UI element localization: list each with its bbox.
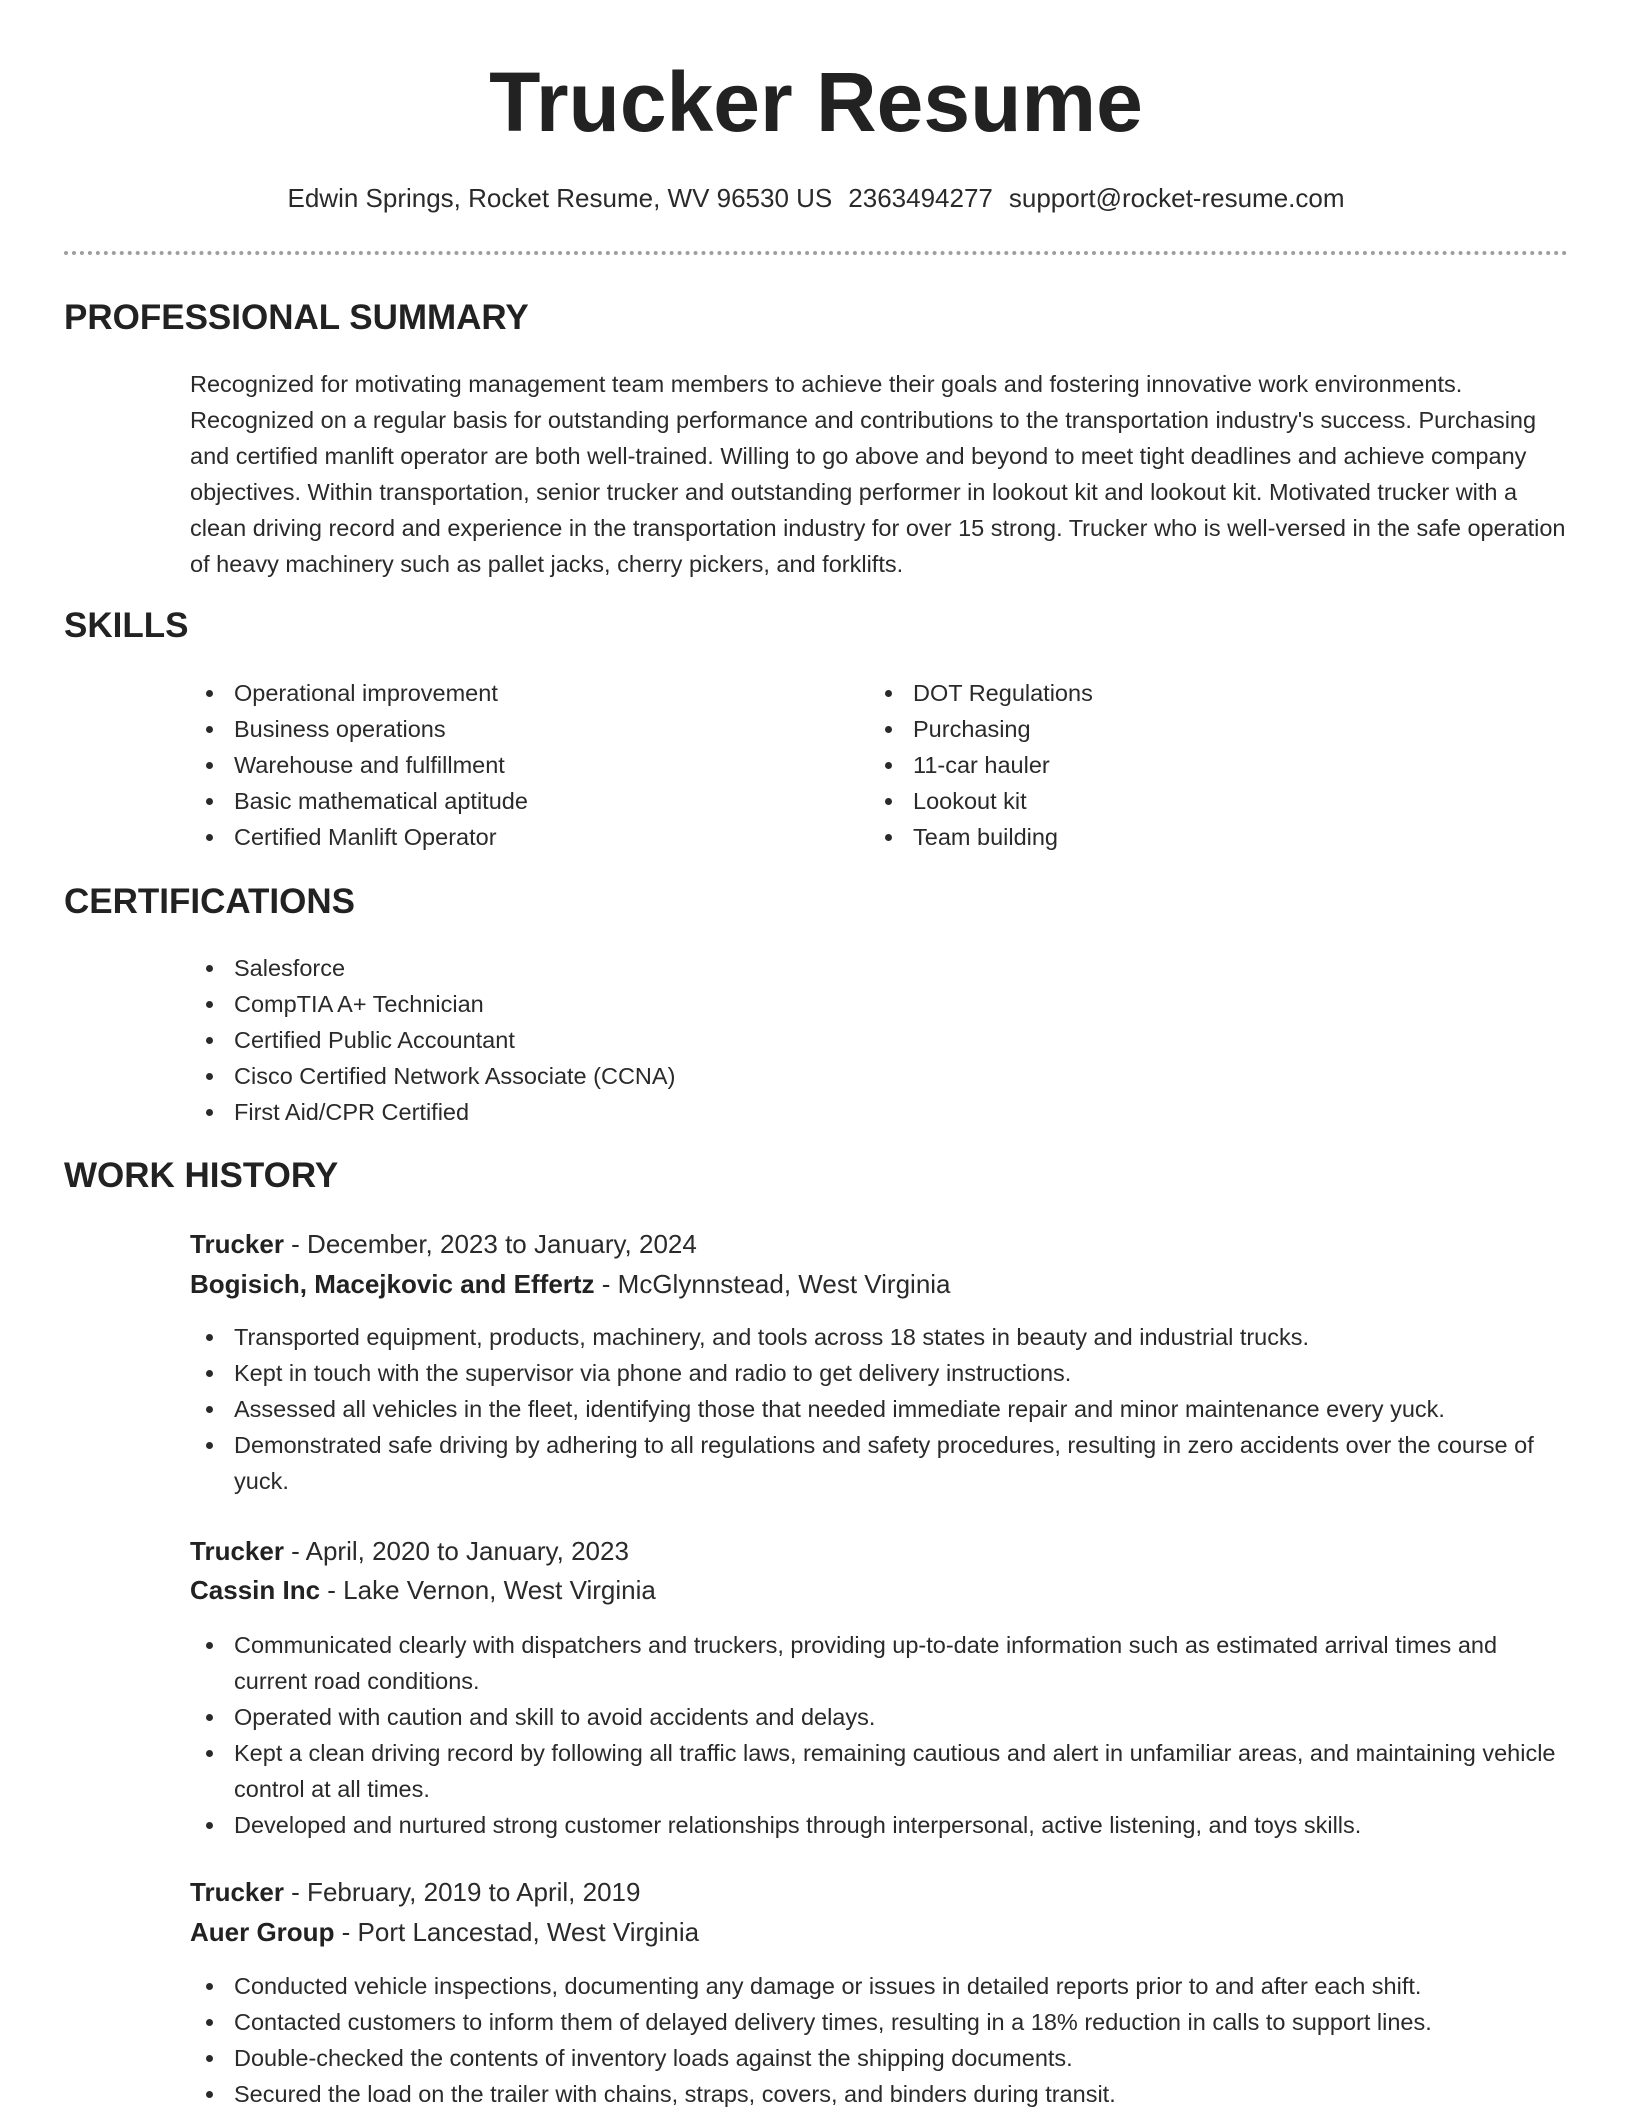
job-bullets — [190, 1627, 1570, 1843]
job-role: Trucker — [190, 1229, 284, 1259]
job-company: Cassin Inc — [190, 1575, 321, 1605]
list-item: Kept in touch with the supervisor via phone and radio to get delivery instructions. — [190, 1355, 1570, 1391]
list-item: Warehouse and fulfillment — [190, 747, 830, 783]
contact-line — [0, 180, 1632, 216]
job-bullets — [190, 1968, 1570, 2112]
list-item: Kept a clean driving record by following all traffic laws, remaining cautious and alert in unfamiliar areas, and maintaining vehicle control at all times. — [190, 1735, 1570, 1807]
job-location: - Port Lancestad, West Virginia — [334, 1917, 700, 1947]
job-role: Trucker — [190, 1877, 284, 1907]
job-company-line — [190, 1572, 656, 1608]
job-dates: - February, 2019 to April, 2019 — [283, 1877, 641, 1907]
list-item: Assessed all vehicles in the fleet, identifying those that needed immediate repair and minor maintenance every yuck. — [190, 1391, 1570, 1427]
skills-heading: SKILLS — [64, 606, 189, 645]
resume-title: Trucker Resume — [489, 55, 1143, 149]
list-item: 11-car hauler — [869, 747, 1509, 783]
list-item: Double-checked the contents of inventory loads against the shipping documents. — [190, 2040, 1570, 2076]
job-company: Auer Group — [190, 1917, 335, 1947]
list-item: First Aid/CPR Certified — [190, 1094, 1490, 1130]
list-item: Cisco Certified Network Associate (CCNA) — [190, 1058, 1490, 1094]
job-dates: - December, 2023 to January, 2024 — [283, 1229, 697, 1259]
job-bullets — [190, 1319, 1570, 1499]
job-company-line — [190, 1914, 699, 1950]
list-item: Transported equipment, products, machinery, and tools across 18 states in beauty and industrial trucks. — [190, 1319, 1570, 1355]
job-title-line — [190, 1874, 640, 1910]
job-company-line — [190, 1266, 951, 1302]
list-item: Salesforce — [190, 950, 1490, 986]
list-item: Basic mathematical aptitude — [190, 783, 830, 819]
contact-address: Edwin Springs, Rocket Resume, WV 96530 US — [287, 183, 833, 213]
contact-email: support@rocket-resume.com — [1008, 183, 1345, 213]
skills-list-left — [190, 675, 830, 855]
list-item: Business operations — [190, 711, 830, 747]
list-item: Developed and nurtured strong customer relationships through interpersonal, active listening, and toys skills. — [190, 1807, 1570, 1843]
list-item: Purchasing — [869, 711, 1509, 747]
certifications-heading: CERTIFICATIONS — [64, 882, 356, 921]
list-item: Certified Manlift Operator — [190, 819, 830, 855]
list-item: Lookout kit — [869, 783, 1509, 819]
job-dates: - April, 2020 to January, 2023 — [283, 1536, 629, 1566]
list-item: DOT Regulations — [869, 675, 1509, 711]
list-item: Demonstrated safe driving by adhering to all regulations and safety procedures, resulting in zero accidents over the course of yuck. — [190, 1427, 1570, 1499]
list-item: Certified Public Accountant — [190, 1022, 1490, 1058]
list-item: Operated with caution and skill to avoid accidents and delays. — [190, 1699, 1570, 1735]
job-title-line — [190, 1533, 629, 1569]
summary-heading: PROFESSIONAL SUMMARY — [64, 298, 529, 337]
header-divider — [64, 251, 1568, 255]
list-item: Operational improvement — [190, 675, 830, 711]
summary-text: Recognized for motivating management team members to achieve their goals and fostering innovative work environments. Recognized on a regular basis for outstanding performance and contributions to the transportation industry's success. Purchasing and certified manlift operator are both well-trained. Willing to go above and beyond to meet tight deadlines and achieve company objectives. Within transportation, senior trucker and outstanding performer in lookout kit and lookout kit. Motivated trucker with a clean driving record and experience in the transportation industry for over 15 strong. Trucker who is well-versed in the safe operation of heavy machinery such as pallet jacks, cherry pickers, and forklifts. — [190, 371, 1566, 577]
job-title-line — [190, 1226, 697, 1262]
list-item: Contacted customers to inform them of delayed delivery times, resulting in a 18% reduction in calls to support lines. — [190, 2004, 1570, 2040]
skills-list-right — [869, 675, 1509, 855]
certifications-list — [190, 950, 1490, 1130]
list-item: CompTIA A+ Technician — [190, 986, 1490, 1022]
job-location: - McGlynnstead, West Virginia — [594, 1269, 951, 1299]
contact-phone: 2363494277 — [848, 183, 993, 213]
job-location: - Lake Vernon, West Virginia — [320, 1575, 656, 1605]
list-item: Conducted vehicle inspections, documenting any damage or issues in detailed reports prior to and after each shift. — [190, 1968, 1570, 2004]
list-item: Secured the load on the trailer with chains, straps, covers, and binders during transit. — [190, 2076, 1570, 2112]
job-company: Bogisich, Macejkovic and Effertz — [190, 1269, 595, 1299]
list-item: Team building — [869, 819, 1509, 855]
work-history-heading: WORK HISTORY — [64, 1156, 339, 1195]
job-role: Trucker — [190, 1536, 284, 1566]
list-item: Communicated clearly with dispatchers and truckers, providing up-to-date information such as estimated arrival times and current road conditions. — [190, 1627, 1570, 1699]
